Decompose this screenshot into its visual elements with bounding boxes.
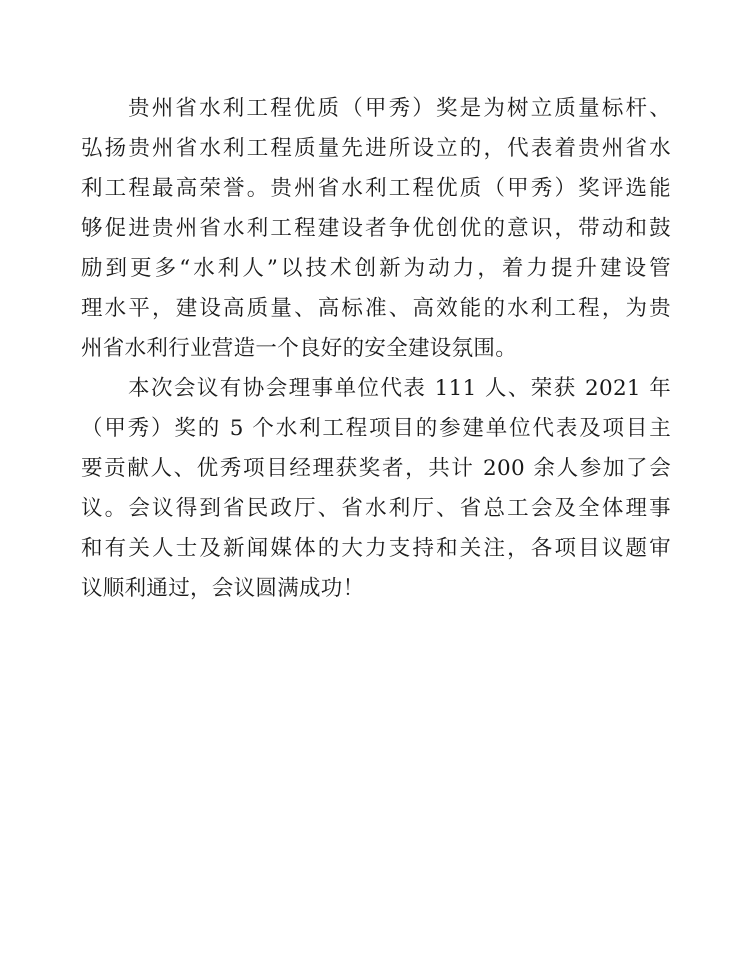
text-line: 和有关人士及新闻媒体的大力支持和关注，各项目议题审 [81, 536, 671, 561]
paragraph-award-intro [81, 89, 671, 369]
text-line: 要贡献人、优秀项目经理获奖者，共计 200 余人参加了会 [81, 456, 671, 481]
text-line: 理水平，建设高质量、高标准、高效能的水利工程，为贵 [81, 296, 671, 321]
text-line: 议顺利通过，会议圆满成功！ [81, 576, 365, 601]
document-body [81, 89, 671, 609]
text-line: 本次会议有协会理事单位代表 111 人、荣获 2021 年 [128, 376, 671, 401]
text-line: 贵州省水利工程优质（甲秀）奖是为树立质量标杆、 [128, 96, 671, 121]
text-line: 励到更多“水利人”以技术创新为动力，着力提升建设管 [81, 256, 671, 281]
text-line: 州省水利行业营造一个良好的安全建设氛围。 [81, 336, 518, 361]
text-line: 够促进贵州省水利工程建设者争优创优的意识，带动和鼓 [81, 216, 671, 241]
text-line: 利工程最高荣誉。贵州省水利工程优质（甲秀）奖评选能 [81, 176, 671, 201]
text-line: 弘扬贵州省水利工程质量先进所设立的，代表着贵州省水 [81, 136, 671, 161]
text-line: （甲秀）奖的 5 个水利工程项目的参建单位代表及项目主 [81, 416, 671, 441]
paragraph-meeting-summary [81, 369, 671, 609]
text-line: 议。会议得到省民政厅、省水利厅、省总工会及全体理事 [81, 496, 671, 521]
